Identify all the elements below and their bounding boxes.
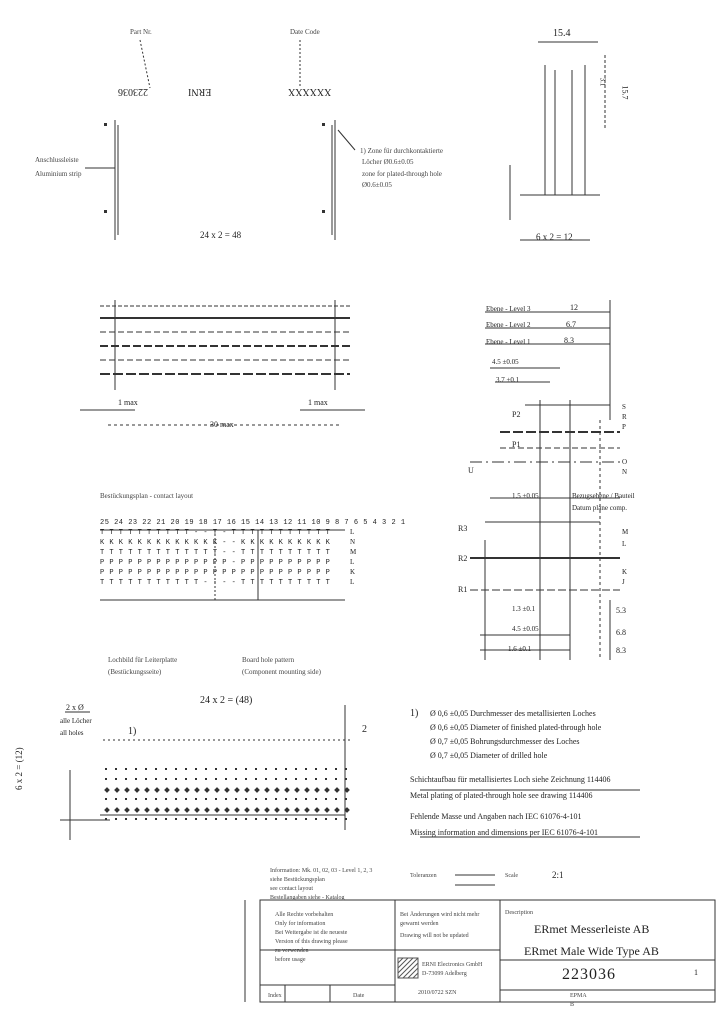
pcb-hole: [175, 768, 177, 770]
pcb-hole: [305, 818, 307, 820]
contact-layout-header: 25 24 23 22 21 20 19 18 17 16 15 14 13 12 11 10 9 8 7 6 5 4 3 2 1: [100, 519, 406, 527]
pcb-hole: [195, 778, 197, 780]
contact-right-letter: L: [350, 558, 355, 566]
tb-info-1: Information: Mk. 01, 02, 03 - Level 1, 2, 3: [270, 868, 373, 874]
notes-line: Ø 0,7 ±0,05 Bohrungsdurchmesser des Loches: [430, 737, 580, 746]
front-width-label: 30 max: [210, 420, 234, 429]
contact-right-letter: N: [350, 538, 356, 546]
level-row-letter: L: [622, 540, 627, 548]
pcb-hole: [275, 778, 277, 780]
pcb-hole: [115, 818, 117, 820]
pcb-hole: [175, 798, 177, 800]
top-pitch-label: 24 x 2 = 48: [200, 230, 242, 240]
missing-note-de: Fehlende Masse und Angaben nach IEC 61076-4-101: [410, 812, 582, 821]
contact-layout-row: T T T T T T T T T T T - - - - T T T T T T T T T T: [100, 579, 331, 587]
pcb-hole: [205, 798, 207, 800]
notes-line: Ø 0,7 ±0,05 Diameter of drilled hole: [430, 751, 548, 760]
tb-sheet: 1: [694, 968, 698, 977]
level-row-letter: J: [622, 578, 625, 586]
contact-layout-title: Bestückungsplan - contact layout: [100, 492, 194, 500]
pcb-hole: [265, 818, 267, 820]
level-p1: P1: [512, 440, 521, 449]
pcb-hole: [135, 768, 137, 770]
level-2-label: Ebene - Level 2: [486, 321, 531, 329]
pcb-hole: [145, 768, 147, 770]
pcb-hole: [315, 768, 317, 770]
pcb-hole: [205, 818, 207, 820]
pcb-hole: [225, 778, 227, 780]
notes-ref: 1): [410, 708, 419, 719]
pcb-hole: [125, 768, 127, 770]
pcb-hole: [315, 778, 317, 780]
pcb-hole: [325, 768, 327, 770]
contact-right-letter: M: [350, 548, 357, 556]
pcb-hole: [305, 798, 307, 800]
zone-note-en-1: zone for plated-through hole: [362, 170, 442, 178]
pcb-hole: [235, 768, 237, 770]
pcb-hole: [295, 798, 297, 800]
level-p2: P2: [512, 410, 521, 419]
level-dim-37: 3.7 ±0.1: [496, 376, 520, 384]
level-row-letter: O: [622, 458, 628, 466]
start-strip-en: Aluminium strip: [35, 170, 82, 178]
level-r2: R2: [458, 554, 468, 563]
pcb-hole: [235, 778, 237, 780]
pcb-hole: [325, 778, 327, 780]
pcb-hole: [125, 798, 127, 800]
front-left-max: 1 max: [118, 398, 138, 407]
pcb-hole: [325, 818, 327, 820]
notes-line: Ø 0,6 ±0,05 Diameter of finished plated-through hole: [430, 723, 602, 732]
pcb-hole: [115, 778, 117, 780]
pcb-hole: [215, 778, 217, 780]
missing-note-en: Missing information and dimensions per IEC 61076-4-101: [410, 828, 598, 837]
tb-info-4: Bestellangaben siehe - Katalog: [270, 895, 345, 901]
pcb-hole: [225, 798, 227, 800]
pcb-label-sub-en: (Component mounting side): [242, 668, 321, 676]
pcb-hole: [185, 798, 187, 800]
pcb-hole: [245, 798, 247, 800]
level-3-label: Ebene - Level 3: [486, 305, 531, 313]
pcb-hole: [345, 818, 347, 820]
pcb-hole: [335, 778, 337, 780]
pcb-hole: [155, 768, 157, 770]
pcb-hole: [285, 798, 287, 800]
side-h2-label: 15.7: [620, 85, 630, 100]
side-h1-label: 3.1: [598, 77, 607, 87]
pcb-hole: [255, 778, 257, 780]
pcb-hole: [135, 778, 137, 780]
pcb-hole: [165, 778, 167, 780]
pcb-hole: [195, 768, 197, 770]
level-dim-83b: 8.3: [616, 646, 626, 655]
pcb-hole: [175, 778, 177, 780]
tb-changes-de: Bei Änderungen wird nicht mehr: [400, 912, 480, 918]
contact-layout-row: K K K K K K K K K K K K K - - K K K K K K K K K K: [100, 539, 331, 547]
level-row-letter: K: [622, 568, 628, 576]
pcb-holes-en: all holes: [60, 729, 84, 737]
pcb-hole: [285, 818, 287, 820]
pcb-hole: [165, 798, 167, 800]
level-dim-45: 4.5 ±0.05: [492, 358, 519, 366]
level-row-letter: R: [622, 413, 627, 421]
level-dim-53: 5.3: [616, 606, 626, 615]
pcb-hole: [255, 798, 257, 800]
pcb-hole: [175, 818, 177, 820]
pcb-hole: [145, 778, 147, 780]
tb-info-2: siehe Bestückungsplan: [270, 877, 325, 883]
tb-company-1: ERNI Electronics GmbH: [422, 962, 483, 968]
pcb-label-sub-de: (Bestückungsseite): [108, 668, 162, 676]
tb-changes-en: Drawing will not be updated: [400, 933, 469, 939]
pcb-holes-de: alle Löcher: [60, 717, 92, 725]
zone-note-de-2: Löcher Ø0.6±0.05: [362, 158, 414, 166]
tb-notes-6: before usage: [275, 957, 306, 963]
zone-note-en-2: Ø0.6±0.05: [362, 181, 392, 189]
level-dim-68: 6.8: [616, 628, 626, 637]
pcb-hole: [155, 818, 157, 820]
pcb-ref-1: 1): [128, 726, 137, 737]
level-row-letter: N: [622, 468, 628, 476]
tb-changes-de2: gewarnt werden: [400, 921, 439, 927]
tb-notes-2: Only for information: [275, 921, 326, 927]
tb-description-label: Description: [505, 910, 533, 916]
tb-notes-5: zu verwenden: [275, 948, 309, 954]
notes-line: Ø 0,6 ±0,05 Durchmesser des metallisierten Loches: [430, 709, 596, 718]
tb-company-2: D-73099 Adelberg: [422, 971, 467, 977]
tb-sheet-label: B: [570, 1002, 575, 1008]
front-right-max: 1 max: [308, 398, 328, 407]
pcb-hole: [215, 768, 217, 770]
tb-info-3: see contact layout: [270, 886, 313, 892]
pcb-hole: [345, 778, 347, 780]
pcb-hole: [205, 778, 207, 780]
tb-drawing-number: 223036: [562, 966, 616, 983]
level-dim-12: 12: [570, 303, 578, 312]
tb-notes-3: Bei Weitergabe ist die neueste: [275, 930, 348, 936]
tb-index-label: Index: [268, 993, 282, 999]
datum-plane-de: Bezugsebene / Bauteil: [572, 492, 635, 500]
pcb-hole: [125, 818, 127, 820]
level-r3: R3: [458, 524, 468, 533]
pcb-hole: [295, 778, 297, 780]
pcb-hole: [275, 798, 277, 800]
level-dim-83: 8.3: [564, 336, 574, 345]
date-code-label: Date Code: [290, 28, 320, 36]
pcb-hole: [185, 768, 187, 770]
contact-layout-table: [100, 518, 406, 588]
pcb-hole: [195, 818, 197, 820]
pcb-hole: [345, 798, 347, 800]
contact-layout-row: P P P P P P P P P P P P P P P P P P P P P P P P P: [100, 569, 331, 577]
pcb-hole: [315, 818, 317, 820]
contact-layout-row: T T T T T T T T T T - - T - T T T T T T T T T T T: [100, 529, 331, 537]
pcb-pitch-label: 24 x 2 = (48): [200, 695, 253, 706]
plating-note-en: Metal plating of plated-through hole see drawing 114406: [410, 791, 593, 800]
tb-scale-value: 2:1: [552, 870, 564, 880]
pcb-hole: [155, 778, 157, 780]
pcb-label-en: Board hole pattern: [242, 656, 295, 664]
pcb-hole: [255, 818, 257, 820]
pcb-hole: [285, 768, 287, 770]
pcb-hole: [305, 778, 307, 780]
pcb-hole: [275, 818, 277, 820]
pcb-left-dim: 6 x 2 = (12): [14, 747, 24, 790]
pcb-hole: [245, 778, 247, 780]
tb-notes-4: Version of this drawing please: [275, 939, 348, 945]
pcb-hole: [195, 798, 197, 800]
tb-notes-1: Alle Rechte vorbehalten: [275, 912, 334, 918]
level-dim-67: 6.7: [566, 320, 576, 329]
contact-layout-row: P P P P P P P P P P P P P P - P P P P P P P P P P: [100, 559, 331, 567]
pcb-hole: [285, 778, 287, 780]
pcb-hole: [145, 798, 147, 800]
pcb-hole: [295, 768, 297, 770]
pcb-hole: [165, 768, 167, 770]
pcb-hole: [255, 768, 257, 770]
pcb-hole: [115, 798, 117, 800]
pcb-hole: [335, 798, 337, 800]
pcb-hole: [155, 798, 157, 800]
contact-right-letter: L: [350, 578, 355, 586]
level-dim-15: 1.5 ±0.05: [512, 492, 539, 500]
zone-note-de-1: 1) Zone für durchkontaktierte: [360, 147, 443, 155]
side-width-label: 15.4: [553, 28, 571, 39]
level-row-letter: P: [622, 423, 626, 431]
level-r1: R1: [458, 585, 468, 594]
tb-tolerance: Toleranzen: [410, 873, 437, 879]
pcb-hole: [235, 798, 237, 800]
pcb-hole: [165, 818, 167, 820]
pcb-hole: [105, 798, 107, 800]
pcb-label-de: Lochbild für Leiterplatte: [108, 656, 178, 664]
level-1-label: Ebene - Level 1: [486, 338, 531, 346]
pcb-hole: [315, 798, 317, 800]
tb-title-en: ERmet Male Wide Type AB: [524, 944, 659, 958]
pcb-hole: [215, 798, 217, 800]
pcb-hole: [245, 768, 247, 770]
pcb-hole: [235, 818, 237, 820]
pcb-hole: [325, 798, 327, 800]
pcb-hole: [295, 818, 297, 820]
side-pitch-label: 6 x 2 = 12: [536, 232, 573, 242]
pcb-hole: [275, 768, 277, 770]
pcb-hole: [145, 818, 147, 820]
pcb-hole: [185, 818, 187, 820]
pcb-hole: [245, 818, 247, 820]
pcb-hole: [205, 768, 207, 770]
pcb-hole: [135, 818, 137, 820]
part-no-value: 223036: [118, 86, 148, 97]
pcb-hole: [265, 798, 267, 800]
part-no-label: Part Nr.: [130, 28, 152, 36]
level-dim-45b: 4.5 ±0.05: [512, 625, 539, 633]
level-dim-16: 1.6 ±0.1: [508, 645, 532, 653]
contact-right-letter: K: [350, 568, 356, 576]
pcb-hole: [335, 768, 337, 770]
start-strip-de: Anschlussleiste: [35, 156, 79, 164]
pcb-hole: [305, 768, 307, 770]
level-row-letter: S: [622, 403, 626, 411]
pcb-hole: [225, 818, 227, 820]
contact-layout-row: T T T T T T T T T T T T T - - T T T T T T T T T T: [100, 549, 331, 557]
pcb-hole: [105, 778, 107, 780]
tb-format-label: EPMA: [570, 993, 587, 999]
date-code-value: XXXXXX: [288, 86, 332, 97]
datum-plane-en: Datum plane comp.: [572, 504, 628, 512]
pcb-hole: [265, 768, 267, 770]
pcb-marker-label: 2 x Ø: [66, 703, 84, 712]
pcb-hole: [265, 778, 267, 780]
contact-layout-rows: [100, 528, 406, 588]
plating-note-de: Schichtaufbau für metallisiertes Loch siehe Zeichnung 114406: [410, 775, 611, 784]
pcb-hole: [335, 818, 337, 820]
level-dim-13: 1.3 ±0.1: [512, 605, 536, 613]
brand-text: ERNI: [188, 86, 212, 97]
pcb-hole: [345, 768, 347, 770]
contact-right-letter: L: [350, 528, 355, 536]
pcb-hole: [125, 778, 127, 780]
pcb-ref-2: 2: [362, 724, 367, 735]
tb-scale-label: Scale: [505, 873, 518, 879]
pcb-hole: [105, 818, 107, 820]
pcb-hole: [135, 798, 137, 800]
pcb-hole: [185, 778, 187, 780]
tb-date-label: Date: [353, 993, 365, 999]
pcb-hole: [105, 768, 107, 770]
tb-doc-number: 2010/0722 SZN: [418, 990, 457, 996]
pcb-hole: [115, 768, 117, 770]
level-row-letter: M: [622, 528, 629, 536]
level-u: U: [468, 466, 474, 475]
tb-title-de: ERmet Messerleiste AB: [534, 922, 650, 936]
pcb-hole: [215, 818, 217, 820]
pcb-hole: [225, 768, 227, 770]
